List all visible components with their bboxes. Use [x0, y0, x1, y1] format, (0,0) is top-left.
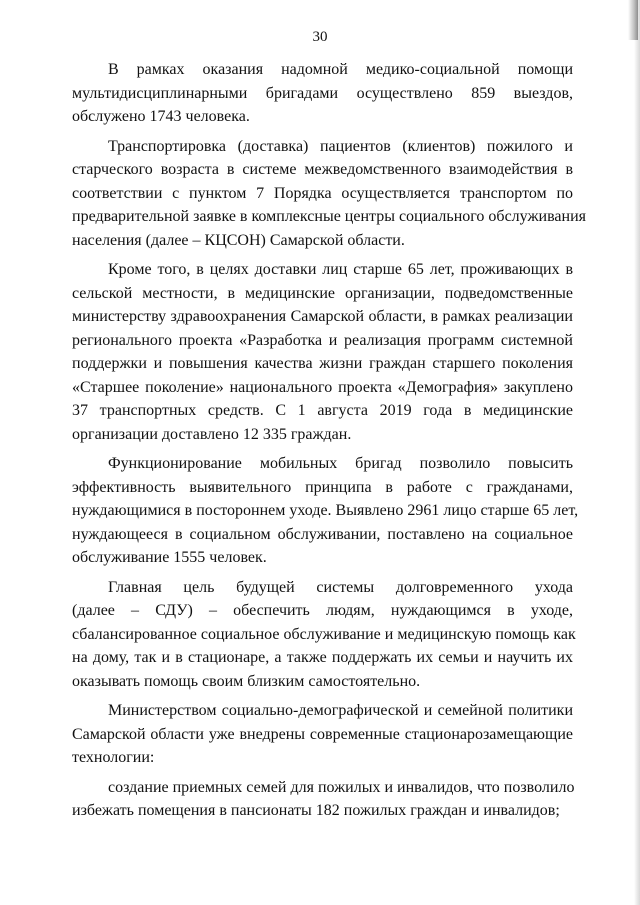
paragraph — [72, 135, 586, 253]
scan-edge — [634, 0, 640, 905]
text-line: населения (далее – КЦСОН) Самарской области. — [72, 231, 405, 249]
text-line: сельской местности, в медицинские организации, подведомственные — [72, 284, 573, 302]
paragraph — [72, 699, 573, 770]
text-line: Транспортировка (доставка) пациентов (клиентов) пожилого и — [108, 137, 573, 155]
text-line: обслуживание 1555 человек. — [72, 549, 267, 566]
text-line: Кроме того, в целях доставки лиц старше 65 лет, проживающих в — [108, 261, 573, 278]
text-line: «Старшее поколение» национального проекта «Демография» закуплено — [72, 378, 573, 396]
text-line: организации доставлено 12 335 граждан. — [72, 425, 352, 443]
paragraph — [72, 576, 576, 694]
paragraph — [72, 776, 573, 823]
page-number: 30 — [312, 29, 328, 45]
text-line: поддержки и повышения качества жизни граждан старшего поколения — [72, 355, 573, 372]
text-line: создание приемных семей для пожилых и инвалидов, что позволило — [108, 778, 575, 796]
text-line: Главная цель будущей системы долговременного ухода — [108, 578, 573, 596]
paragraph — [72, 258, 573, 446]
text-line: технологии: — [72, 749, 155, 766]
document-body — [72, 58, 586, 829]
text-line: соответствии с пунктом 7 Порядка осуществляется транспортом по — [72, 184, 573, 202]
text-line: Министерством социально-демографической и семейной политики — [108, 702, 573, 719]
text-line: Функционирование мобильных бригад позволило повысить — [108, 455, 573, 472]
text-line: (далее – СДУ) – обеспечить людям, нуждающимся в уходе, — [72, 602, 573, 619]
paragraph — [72, 452, 579, 570]
text-line: оказывать помощь своим близким самостоятельно. — [72, 672, 421, 690]
text-line: предварительной заявке в комплексные центры социального обслуживания — [72, 208, 586, 225]
text-line: министерству здравоохранения Самарской области, в рамках реализации — [72, 308, 573, 325]
text-line: эффективность выявительного принципа в работе с гражданами, — [72, 478, 573, 496]
text-line: нуждающееся в социальном обслуживании, поставлено на социальное — [72, 525, 573, 543]
paragraph — [72, 58, 573, 129]
text-line: мультидисциплинарными бригадами осуществлено 859 выездов, — [72, 84, 573, 102]
text-line: старческого возраста в системе межведомственного взаимодействия в — [72, 161, 573, 178]
text-line: Самарской области уже внедрены современные стационарозамещающие — [72, 725, 573, 743]
text-line: обслужено 1743 человека. — [72, 108, 250, 125]
text-line: регионального проекта «Разработка и реализация программ системной — [72, 331, 573, 349]
text-line: нуждающимися в постороннем уходе. Выявлено 2961 лицо старше 65 лет, — [72, 502, 579, 519]
text-line: избежать помещения в пансионаты 182 пожилых граждан и инвалидов; — [72, 802, 560, 819]
text-line: 37 транспортных средств. С 1 августа 2019 года в медицинские — [72, 402, 573, 419]
text-line: В рамках оказания надомной медико-социальной помощи — [108, 61, 573, 78]
text-line: сбалансированное социальное обслуживание и медицинскую помощь как — [72, 625, 576, 643]
text-line: на дому, так и в стационаре, а также поддержать их семьи и научить их — [72, 649, 573, 666]
